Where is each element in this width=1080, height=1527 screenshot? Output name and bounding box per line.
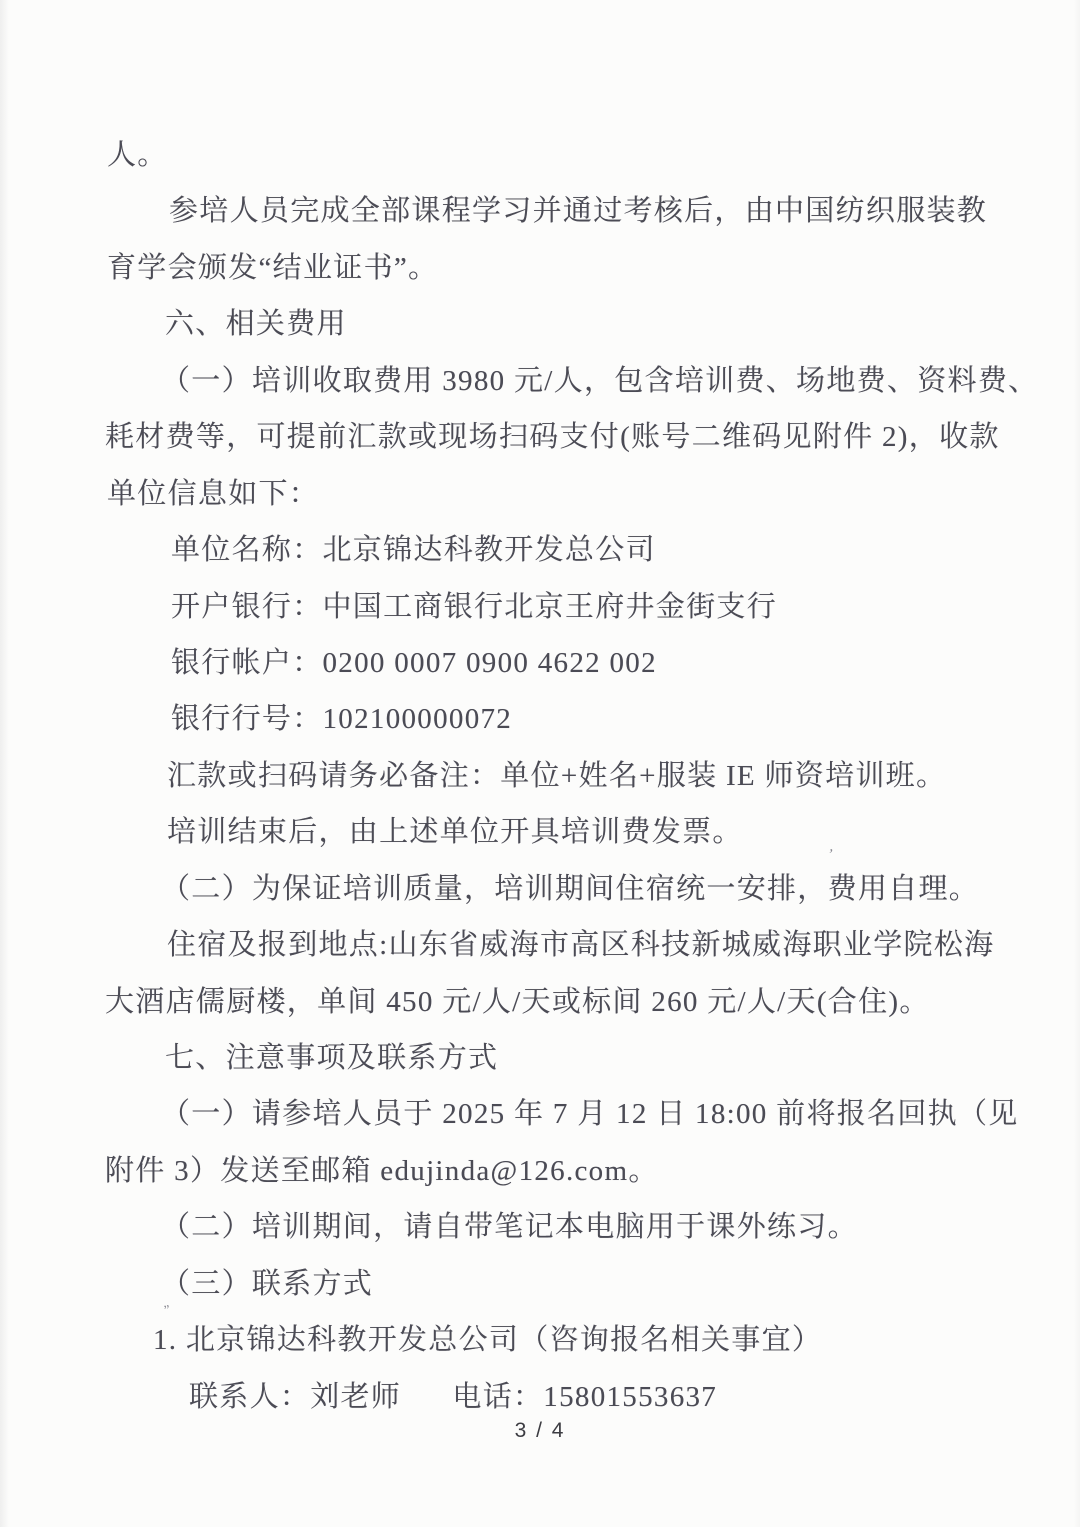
scan-edge-shadow-right <box>1074 0 1080 1527</box>
page-number: 3 / 4 <box>514 1419 566 1442</box>
payee-name-line: 单位名称：北京锦达科教开发总公司 <box>171 534 656 567</box>
bank-name-line: 开户银行：中国工商银行北京王府井金街支行 <box>171 590 778 623</box>
bank-account-line: 银行帐户：0200 0007 0900 4622 002 <box>171 646 657 679</box>
scan-speck-artifact: ’ <box>826 846 835 864</box>
accommodation-address-line-1: 住宿及报到地点:山东省威海市高区科技新城威海职业学院松海 <box>167 929 995 962</box>
laptop-note-line: （二）培训期间，请自带笔记本电脑用于课外练习。 <box>161 1211 858 1244</box>
scan-speck-artifact: ” <box>162 1301 172 1318</box>
fee-paragraph-line-1: （一）培训收取费用 3980 元/人，包含培训费、场地费、资料费、 <box>161 364 1039 397</box>
fee-paragraph-line-3: 单位信息如下： <box>107 477 320 510</box>
document-body <box>105 127 1039 1425</box>
registration-deadline-line-1: （一）请参培人员于 2025 年 7 月 12 日 18:00 前将报名回执（见 <box>161 1098 1019 1131</box>
registration-deadline-line-2: 附件 3）发送至邮箱 edujinda@126.com。 <box>105 1154 659 1187</box>
bank-code-line: 银行行号：102100000072 <box>171 703 513 736</box>
remittance-note-line: 汇款或扫码请务必备注：单位+姓名+服装 IE 师资培训班。 <box>167 759 947 792</box>
certificate-paragraph-line-2: 育学会颁发“结业证书”。 <box>107 251 439 284</box>
accommodation-address-line-2: 大酒店儒厨楼，单间 450 元/人/天或标间 260 元/人/天(合住)。 <box>105 985 930 1018</box>
certificate-paragraph-line-1: 参培人员完成全部课程学习并通过考核后，由中国纺织服装教 <box>169 195 988 228</box>
section-6-heading: 六、相关费用 <box>165 308 347 341</box>
section-7-heading: 七、注意事项及联系方式 <box>165 1042 499 1074</box>
fee-paragraph-line-2: 耗材费等，可提前汇款或现场扫码支付(账号二维码见附件 2)，收款 <box>105 421 1000 454</box>
scan-edge-shadow-left <box>0 0 9 1527</box>
accommodation-policy-line: （二）为保证培训质量，培训期间住宿统一安排，费用自理。 <box>161 872 980 905</box>
company-contact-line: 1. 北京锦达科教开发总公司（咨询报名相关事宜） <box>153 1324 823 1357</box>
contact-person-phone-line: 联系人：刘老师 电话：15801553637 <box>189 1380 718 1413</box>
paragraph-continuation-line: 人。 <box>107 139 168 171</box>
page-footer <box>0 1419 1080 1443</box>
contact-heading: （三）联系方式 <box>161 1267 374 1300</box>
invoice-note-line: 培训结束后，由上述单位开具培训费发票。 <box>167 816 743 849</box>
